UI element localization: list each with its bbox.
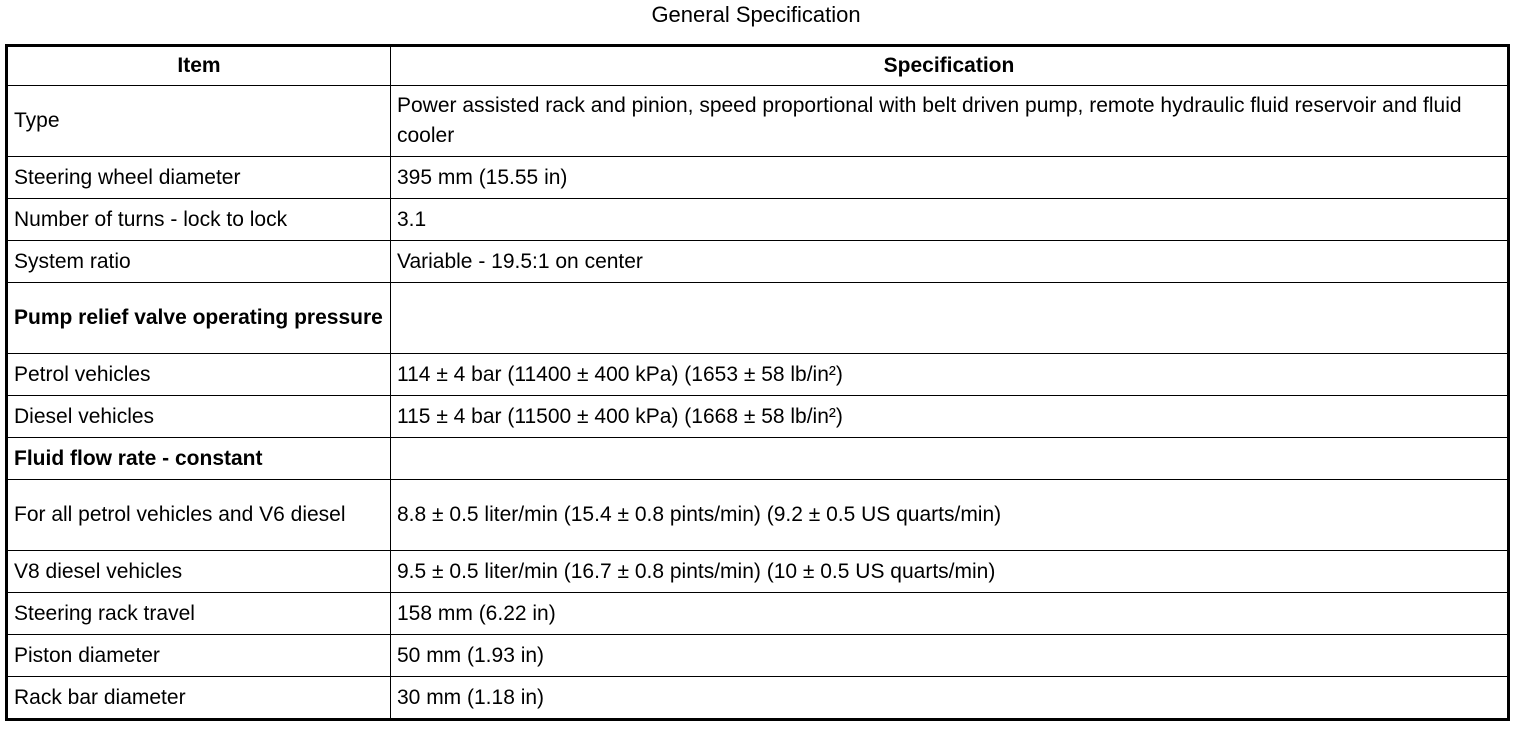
spec-cell: Variable - 19.5:1 on center <box>391 241 1509 283</box>
table-row <box>7 86 1509 157</box>
table-row <box>7 157 1509 199</box>
table-row <box>7 199 1509 241</box>
spec-cell: 3.1 <box>391 199 1509 241</box>
table-row <box>7 677 1509 720</box>
item-cell: Steering rack travel <box>7 593 391 635</box>
spec-cell: 9.5 ± 0.5 liter/min (16.7 ± 0.8 pints/min) (10 ± 0.5 US quarts/min) <box>391 551 1509 593</box>
section-row <box>7 438 1509 480</box>
section-heading-cell: Pump relief valve operating pressure <box>7 283 391 354</box>
header-specification: Specification <box>391 46 1509 86</box>
item-cell: Type <box>7 86 391 157</box>
item-cell: Number of turns - lock to lock <box>7 199 391 241</box>
table-row <box>7 593 1509 635</box>
spec-table <box>5 44 1510 721</box>
spec-cell: 395 mm (15.55 in) <box>391 157 1509 199</box>
item-cell: V8 diesel vehicles <box>7 551 391 593</box>
item-cell: Petrol vehicles <box>7 354 391 396</box>
spec-cell: 158 mm (6.22 in) <box>391 593 1509 635</box>
header-item: Item <box>7 46 391 86</box>
spec-cell: 30 mm (1.18 in) <box>391 677 1509 720</box>
spec-cell <box>391 283 1509 354</box>
table-caption: General Specification <box>651 2 861 27</box>
item-cell: System ratio <box>7 241 391 283</box>
section-heading-cell: Fluid flow rate - constant <box>7 438 391 480</box>
table-row <box>7 635 1509 677</box>
item-cell: Piston diameter <box>7 635 391 677</box>
table-row <box>7 480 1509 551</box>
spec-cell: 50 mm (1.93 in) <box>391 635 1509 677</box>
spec-cell: 115 ± 4 bar (11500 ± 400 kPa) (1668 ± 58 lb/in²) <box>391 396 1509 438</box>
section-row <box>7 283 1509 354</box>
item-cell: Steering wheel diameter <box>7 157 391 199</box>
spec-cell: 114 ± 4 bar (11400 ± 400 kPa) (1653 ± 58 lb/in²) <box>391 354 1509 396</box>
item-cell: Rack bar diameter <box>7 677 391 720</box>
table-header-row <box>7 46 1509 86</box>
spec-cell <box>391 438 1509 480</box>
table-row <box>7 551 1509 593</box>
item-cell: For all petrol vehicles and V6 diesel <box>7 480 391 551</box>
table-row <box>7 354 1509 396</box>
spec-cell: 8.8 ± 0.5 liter/min (15.4 ± 0.8 pints/min) (9.2 ± 0.5 US quarts/min) <box>391 480 1509 551</box>
item-cell: Diesel vehicles <box>7 396 391 438</box>
table-row <box>7 396 1509 438</box>
spec-cell: Power assisted rack and pinion, speed proportional with belt driven pump, remote hydraulic fluid reservoir and fluid cooler <box>391 86 1509 157</box>
table-row <box>7 241 1509 283</box>
